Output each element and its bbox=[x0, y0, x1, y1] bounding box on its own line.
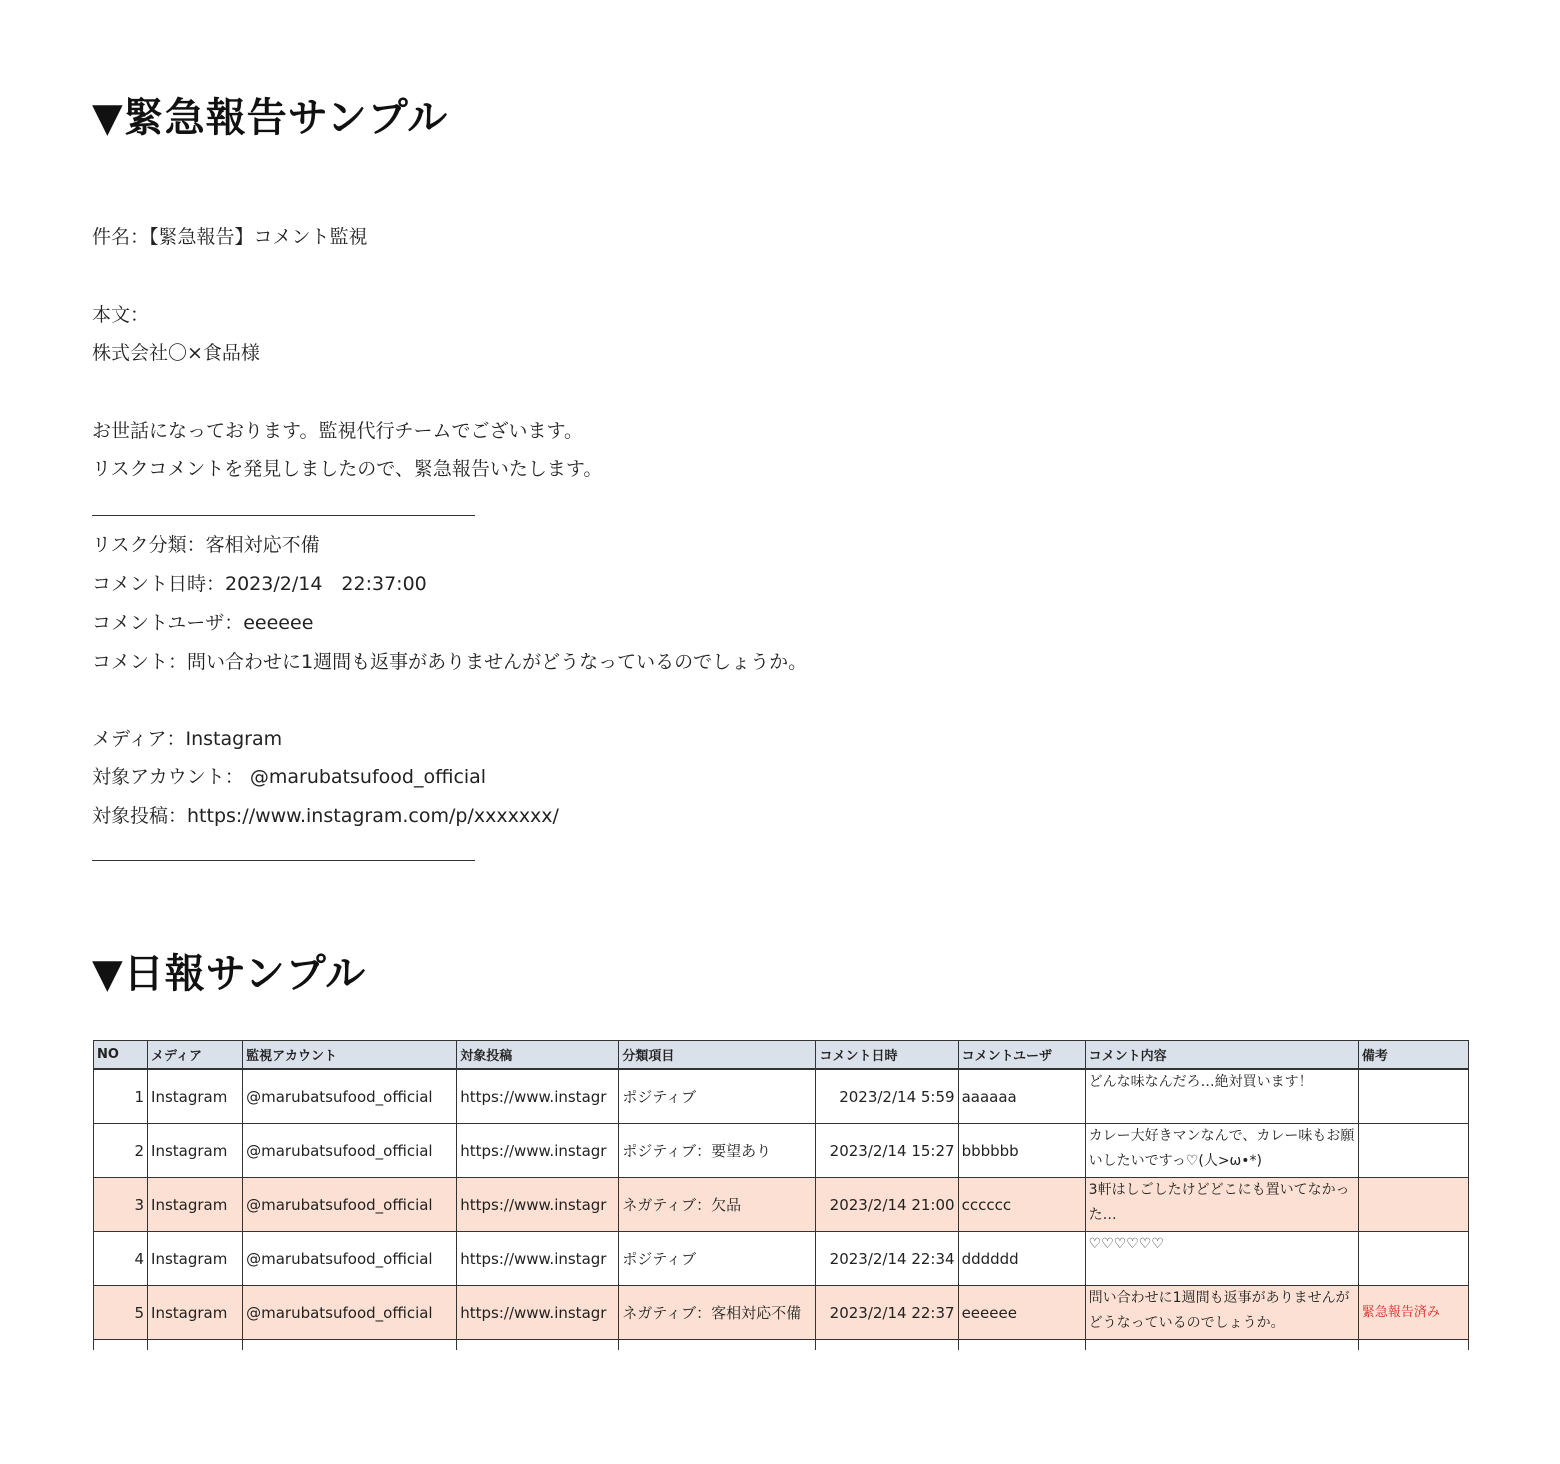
cell-content: どんな味なんだろ…絶対買います！ bbox=[1085, 1069, 1358, 1124]
empty-cell bbox=[457, 1340, 619, 1351]
cell-post: https://www.instagr bbox=[457, 1069, 619, 1124]
cell-media: Instagram bbox=[148, 1178, 243, 1232]
target-account: 対象アカウント： @marubatsufood_official bbox=[92, 766, 487, 788]
cell-post: https://www.instagr bbox=[457, 1178, 619, 1232]
risk-category: リスク分類：客相対応不備 bbox=[92, 534, 320, 556]
cell-media: Instagram bbox=[148, 1232, 243, 1286]
cell-user: dddddd bbox=[958, 1232, 1085, 1286]
cell-post: https://www.instagr bbox=[457, 1232, 619, 1286]
cell-account: @marubatsufood_official bbox=[243, 1286, 457, 1340]
cell-user: bbbbbb bbox=[958, 1124, 1085, 1178]
column-header-datetime: コメント日時 bbox=[816, 1041, 958, 1070]
table-row bbox=[94, 1178, 1469, 1232]
cell-media: Instagram bbox=[148, 1286, 243, 1340]
column-header-no: NO bbox=[94, 1041, 148, 1070]
cell-note bbox=[1358, 1178, 1468, 1232]
empty-cell bbox=[243, 1340, 457, 1351]
body-label: 本文： bbox=[92, 304, 150, 326]
media-line: メディア：Instagram bbox=[92, 728, 283, 750]
table-row bbox=[94, 1069, 1469, 1124]
email-subject: 件名：【緊急報告】コメント監視 bbox=[92, 226, 368, 248]
intro-text: リスクコメントを発見しましたので、緊急報告いたします。 bbox=[92, 458, 603, 480]
cell-no: 3 bbox=[94, 1178, 148, 1232]
cell-content: 3軒はしごしたけどどこにも置いてなかった… bbox=[1085, 1178, 1358, 1232]
cell-note bbox=[1358, 1124, 1468, 1178]
table-row-cut-off bbox=[94, 1340, 1469, 1351]
cell-category: ポジティブ bbox=[619, 1232, 816, 1286]
table-row bbox=[94, 1286, 1469, 1340]
cell-user: cccccc bbox=[958, 1178, 1085, 1232]
cell-datetime: 2023/2/14 5:59 bbox=[816, 1069, 958, 1124]
cell-account: @marubatsufood_official bbox=[243, 1069, 457, 1124]
divider-line bbox=[92, 860, 475, 861]
cell-no: 1 bbox=[94, 1069, 148, 1124]
cell-account: @marubatsufood_official bbox=[243, 1178, 457, 1232]
cell-user: aaaaaa bbox=[958, 1069, 1085, 1124]
cell-datetime: 2023/2/14 22:37 bbox=[816, 1286, 958, 1340]
cell-no: 2 bbox=[94, 1124, 148, 1178]
comment-datetime: コメント日時：2023/2/14 22:37:00 bbox=[92, 573, 427, 595]
cell-category: ネガティブ：客相対応不備 bbox=[619, 1286, 816, 1340]
greeting-text: お世話になっております。監視代行チームでございます。 bbox=[92, 420, 583, 442]
column-header-account: 監視アカウント bbox=[243, 1041, 457, 1070]
cell-note-emergency-reported: 緊急報告済み bbox=[1358, 1286, 1468, 1340]
cell-note bbox=[1358, 1232, 1468, 1286]
divider-line bbox=[92, 515, 475, 516]
empty-cell bbox=[1358, 1340, 1468, 1351]
cell-no: 4 bbox=[94, 1232, 148, 1286]
cell-datetime: 2023/2/14 21:00 bbox=[816, 1178, 958, 1232]
addressee: 株式会社〇×食品様 bbox=[92, 342, 260, 364]
cell-category: ネガティブ：欠品 bbox=[619, 1178, 816, 1232]
column-header-media: メディア bbox=[148, 1041, 243, 1070]
cell-account: @marubatsufood_official bbox=[243, 1124, 457, 1178]
emergency-report-heading: ▼緊急報告サンプル bbox=[92, 95, 449, 141]
table-row bbox=[94, 1232, 1469, 1286]
table-row bbox=[94, 1124, 1469, 1178]
cell-datetime: 2023/2/14 15:27 bbox=[816, 1124, 958, 1178]
cell-no: 5 bbox=[94, 1286, 148, 1340]
comment-user: コメントユーザ：eeeeee bbox=[92, 612, 314, 634]
target-post: 対象投稿：https://www.instagram.com/p/xxxxxxx/ bbox=[92, 805, 559, 827]
column-header-post: 対象投稿 bbox=[457, 1041, 619, 1070]
comment-text: コメント：問い合わせに1週間も返事がありませんがどうなっているのでしょうか。 bbox=[92, 651, 808, 673]
cell-media: Instagram bbox=[148, 1124, 243, 1178]
cell-category: ポジティブ：要望あり bbox=[619, 1124, 816, 1178]
empty-cell bbox=[816, 1340, 958, 1351]
cell-content: ♡♡♡♡♡♡ bbox=[1085, 1232, 1358, 1286]
cell-account: @marubatsufood_official bbox=[243, 1232, 457, 1286]
column-header-note: 備考 bbox=[1358, 1041, 1468, 1070]
cell-category: ポジティブ bbox=[619, 1069, 816, 1124]
empty-cell bbox=[148, 1340, 243, 1351]
cell-user: eeeeee bbox=[958, 1286, 1085, 1340]
table-header-row bbox=[94, 1041, 1469, 1070]
empty-cell bbox=[94, 1340, 148, 1351]
column-header-content: コメント内容 bbox=[1085, 1041, 1358, 1070]
column-header-category: 分類項目 bbox=[619, 1041, 816, 1070]
cell-content: 問い合わせに1週間も返事がありませんがどうなっているのでしょうか。 bbox=[1085, 1286, 1358, 1340]
daily-report-heading: ▼日報サンプル bbox=[92, 951, 367, 997]
column-header-user: コメントユーザ bbox=[958, 1041, 1085, 1070]
cell-post: https://www.instagr bbox=[457, 1124, 619, 1178]
cell-content: カレー大好きマンなんで、カレー味もお願いしたいですっ♡(人>ω•*) bbox=[1085, 1124, 1358, 1178]
cell-note bbox=[1358, 1069, 1468, 1124]
cell-post: https://www.instagr bbox=[457, 1286, 619, 1340]
daily-report-table bbox=[93, 1040, 1469, 1350]
empty-cell bbox=[958, 1340, 1085, 1351]
empty-cell bbox=[1085, 1340, 1358, 1351]
empty-cell bbox=[619, 1340, 816, 1351]
cell-media: Instagram bbox=[148, 1069, 243, 1124]
cell-datetime: 2023/2/14 22:34 bbox=[816, 1232, 958, 1286]
